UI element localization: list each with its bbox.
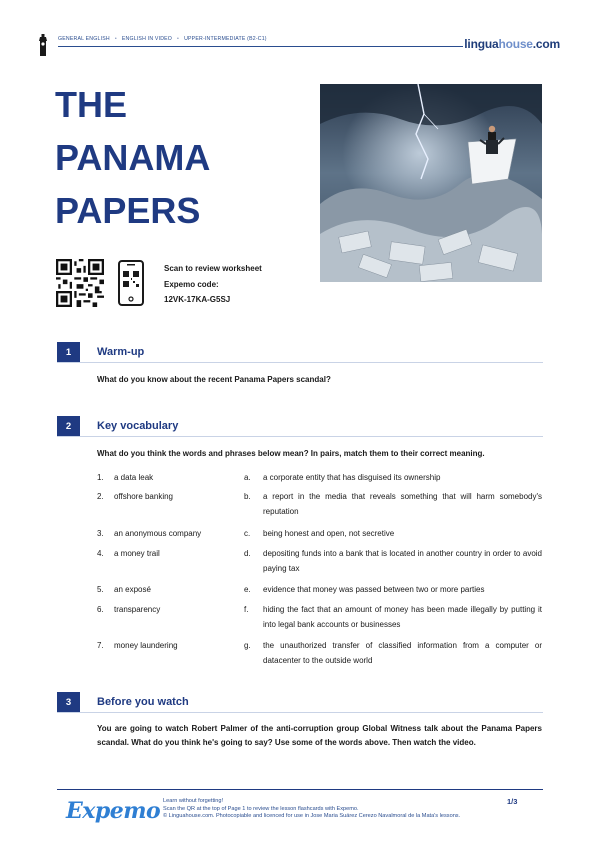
vocab-definition: evidence that money was passed between two or more parties (263, 585, 485, 594)
footer-divider (57, 789, 543, 790)
definition-letter: a. (244, 473, 251, 482)
section-warm-up (57, 342, 144, 362)
item-number: 7. (97, 641, 104, 650)
title-line: PANAMA (55, 137, 211, 178)
section-number: 2 (57, 416, 80, 436)
definition-letter: b. (244, 492, 251, 501)
definition-letter: c. (244, 529, 251, 538)
item-number: 6. (97, 605, 104, 614)
vocab-definition: hiding the fact that an amount of money has been made illegally by putting it into legal bank accounts or businesses (263, 605, 542, 629)
footer-copyright: © Linguahouse.com. Photocopiable and licenced for use in Jose Maria Suárez Cerezo Navalmoral de la Mata's lessons. (163, 813, 461, 820)
big-ben-icon (38, 34, 48, 56)
expemo-code-label: Expemo code: (164, 279, 219, 289)
definition-letter: f. (244, 605, 249, 614)
footer-text (163, 798, 483, 821)
hero-image (320, 84, 542, 282)
page-number: 1/3 (507, 797, 518, 806)
definition-letter: g. (244, 641, 251, 650)
title-line: PAPERS (55, 190, 201, 231)
vocab-term: a data leak (114, 473, 154, 482)
breadcrumb-item: GENERAL ENGLISH (58, 36, 110, 42)
vocab-definition: being honest and open, not secretive (263, 529, 395, 538)
section-divider (57, 712, 543, 713)
phone-scan-icon (116, 259, 146, 307)
section-divider (57, 362, 543, 363)
scan-instruction: Scan to review worksheet (164, 264, 262, 273)
expemo-logo: Expemo (66, 798, 161, 824)
scan-info (164, 261, 324, 308)
vocab-term: an exposé (114, 585, 151, 594)
breadcrumb: GENERAL ENGLISH • ENGLISH IN VIDEO • UPPER-INTERMEDIATE (B2-C1) (58, 36, 267, 42)
title-line: THE (55, 84, 127, 125)
vocab-term: money laundering (114, 641, 178, 650)
footer-tagline: Learn without forgetting! (163, 798, 224, 804)
section-before-you-watch (57, 692, 189, 712)
page-title (55, 78, 305, 237)
section-key-vocabulary (57, 416, 178, 436)
section-number: 1 (57, 342, 80, 362)
breadcrumb-item: ENGLISH IN VIDEO (121, 36, 173, 42)
item-number: 2. (97, 492, 104, 501)
item-number: 1. (97, 473, 104, 482)
page-header (38, 34, 560, 54)
qr-code[interactable] (56, 259, 104, 307)
item-number: 3. (97, 529, 104, 538)
expemo-code: 12VK-17KA-G5SJ (164, 295, 231, 304)
vocab-definition: a report in the media that reveals something that will harm somebody's reputation (263, 492, 542, 516)
vocab-definition: a corporate entity that has disguised its ownership (263, 473, 441, 482)
before-you-watch-text: You are going to watch Robert Palmer of the anti-corruption group Global Witness talk about the Panama Papers scandal. What do you think he's going to say? Use some of the words above. Then watch the video. (97, 724, 542, 747)
vocab-term: an anonymous company (114, 529, 202, 538)
section-title: Key vocabulary (97, 420, 179, 432)
warm-up-question: What do you know about the recent Panama Papers scandal? (97, 375, 331, 384)
brand-logo: linguahouse.com (464, 37, 560, 51)
vocab-term: offshore banking (114, 492, 174, 501)
definition-letter: d. (244, 549, 251, 558)
section-number: 3 (57, 692, 80, 712)
breadcrumb-item: UPPER-INTERMEDIATE (B2-C1) (184, 36, 267, 42)
vocab-definition: the unauthorized transfer of classified information from a computer or datacenter to the outside world (263, 641, 542, 665)
vocab-definition: depositing funds into a bank that is located in another country in order to avoid paying tax (263, 549, 542, 573)
header-divider (58, 46, 463, 47)
section-title: Warm-up (97, 346, 145, 358)
definition-letter: e. (244, 585, 251, 594)
section-title: Before you watch (97, 696, 189, 708)
item-number: 5. (97, 585, 104, 594)
item-number: 4. (97, 549, 104, 558)
section-divider (57, 436, 543, 437)
footer-instruction: Scan the QR at the top of Page 1 to review the lesson flashcards with Expemo. (163, 805, 359, 812)
vocab-term: a money trail (114, 549, 160, 558)
vocabulary-instruction: What do you think the words and phrases below mean? In pairs, match them to their correct meaning. (97, 449, 485, 458)
vocab-term: transparency (114, 605, 161, 614)
